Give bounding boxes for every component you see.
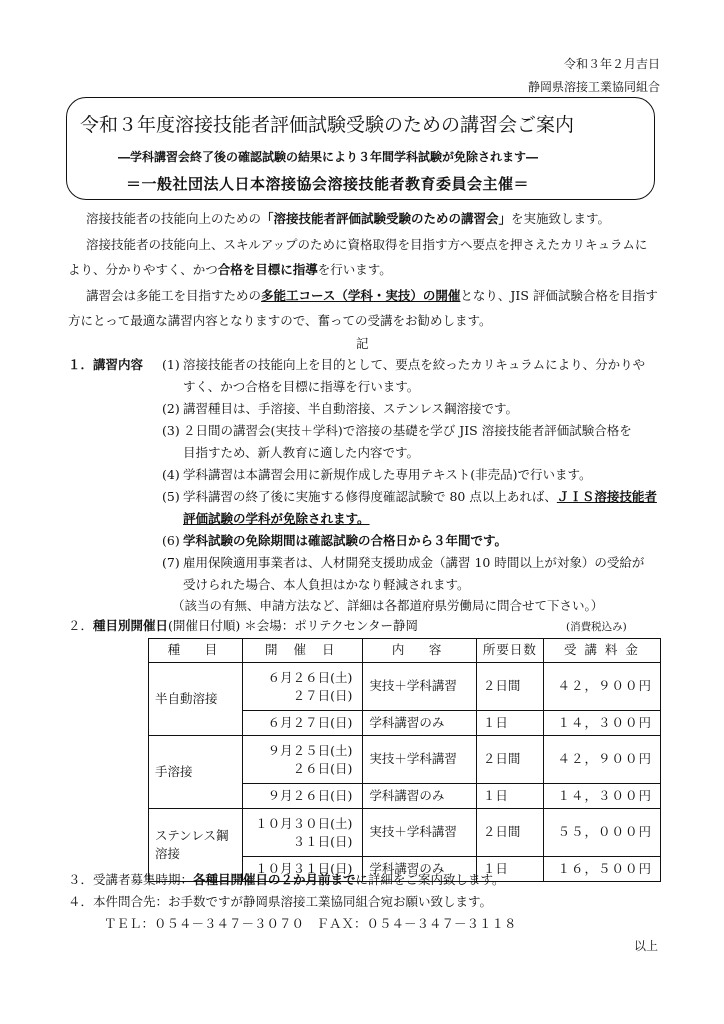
content-cell: 学科講習のみ bbox=[363, 784, 476, 809]
date-start: １０月３０日(土) bbox=[255, 815, 353, 831]
date-cell: １０月３１日(日) bbox=[243, 857, 363, 882]
item-6-num: (6) bbox=[162, 533, 180, 548]
intro-paragraph-2-line1: 溶接技能者の技能向上、スキルアップのために資格取得を目指す方へ要点を押さえたカリキュラムに bbox=[86, 237, 648, 252]
header-content: 内 容 bbox=[363, 639, 476, 663]
category-cell bbox=[149, 809, 243, 882]
item-5-num: (5) bbox=[162, 489, 180, 504]
page-subtitle: ―学科講習会終了後の確認試験の結果により３年間学科試験が免除されます― bbox=[118, 150, 539, 164]
content-cell: 実技＋学科講習 bbox=[363, 809, 476, 857]
fee-cell: ５５，０００円 bbox=[543, 809, 660, 857]
date-cell bbox=[243, 663, 363, 711]
item-1-num: (1) bbox=[162, 357, 180, 372]
section1-note: （該当の有無、申請方法など、詳細は各都道府県労働局に問合せて下さい。） bbox=[172, 598, 604, 613]
table-row bbox=[149, 736, 661, 784]
intro-p1-bold: 「溶接技能者評価試験受験のための講習会」 bbox=[261, 211, 512, 226]
schedule-table bbox=[148, 638, 661, 882]
intro-p2-tail: を行います。 bbox=[317, 262, 392, 277]
days-cell: ２日間 bbox=[476, 736, 543, 784]
table-row bbox=[149, 809, 661, 857]
intro-p3-text: 講習会は多能工を目指すための bbox=[86, 288, 262, 303]
intro-p3-tail: となり、JIS 評価試験合格を目指す bbox=[460, 288, 658, 303]
intro-p1-tail: を実施致します。 bbox=[511, 211, 611, 226]
item-5-line2: 評価試験の学科が免除されます。 bbox=[183, 511, 370, 526]
content-cell: 学科講習のみ bbox=[363, 711, 476, 736]
item-3-num: (3) bbox=[162, 423, 180, 438]
date-start: ６月２６日(土) bbox=[267, 669, 353, 685]
document-date: 令和３年２月吉日 bbox=[563, 57, 660, 71]
intro-paragraph-2-line2 bbox=[68, 264, 392, 277]
section2-label bbox=[68, 620, 418, 633]
days-cell: １日 bbox=[476, 784, 543, 809]
content-cell: 実技＋学科講習 bbox=[363, 736, 476, 784]
table-row bbox=[149, 663, 661, 711]
fee-cell: １６，５００円 bbox=[543, 857, 660, 882]
date-end: ２６日(日) bbox=[292, 760, 353, 776]
fee-cell: ４２，９００円 bbox=[543, 736, 660, 784]
section2-bold: 種目別開催日 bbox=[93, 618, 169, 633]
date-cell: ９月２６日(日) bbox=[243, 784, 363, 809]
item-4-line1: 学科講習は本講習会用に新規作成した専用テキスト(非売品)で行います。 bbox=[183, 467, 592, 482]
item-5-text: 学科講習の終了後に実施する修得度確認試験で 80 点以上あれば、 bbox=[183, 489, 557, 504]
content-cell: 実技＋学科講習 bbox=[363, 663, 476, 711]
item-4-num: (4) bbox=[162, 467, 180, 482]
contact-numbers: ＴＥＬ：０５４－３４７－３０７０ ＦＡＸ：０５４－３４７－３１１８ bbox=[104, 916, 517, 931]
ki-mark: 記 bbox=[356, 336, 369, 351]
fee-cell: ４２，９００円 bbox=[543, 663, 660, 711]
header-fee: 受 講 料 金 bbox=[543, 639, 660, 663]
closing-mark: 以上 bbox=[633, 939, 658, 953]
fee-cell: １４，３００円 bbox=[543, 784, 660, 809]
days-cell: １日 bbox=[476, 857, 543, 882]
header-date: 開 催 日 bbox=[243, 639, 363, 663]
category-cell: 半自動溶接 bbox=[149, 663, 243, 736]
intro-p3-bold: 多能工コース（学科・実技）の開催 bbox=[261, 288, 461, 303]
category-cell: 手溶接 bbox=[149, 736, 243, 809]
category-line2: 溶接 bbox=[155, 846, 181, 861]
table-header-row bbox=[149, 639, 661, 663]
days-cell: ２日間 bbox=[476, 663, 543, 711]
section3-line bbox=[68, 874, 505, 887]
intro-p2-text: より、分かりやすく、かつ bbox=[68, 262, 218, 277]
item-2-num: (2) bbox=[162, 401, 180, 416]
section1-label: １．講習内容 bbox=[68, 357, 144, 372]
date-cell bbox=[243, 736, 363, 784]
intro-paragraph-1 bbox=[86, 213, 610, 226]
item-3-line2: 目指すため、新人教育に適した内容です。 bbox=[183, 445, 420, 460]
item-3-line1: ２日間の講習会(実技＋学科)で溶接の基礎を学び JIS 溶接技能者評価試験合格を bbox=[183, 423, 632, 438]
item-7-num: (7) bbox=[162, 555, 180, 570]
section2-num: ２． bbox=[68, 618, 94, 633]
header-category: 種 目 bbox=[149, 639, 243, 663]
page-title: 令和３年度溶接技能者評価試験受験のための講習会ご案内 bbox=[80, 114, 575, 136]
tax-note: (消費税込み) bbox=[566, 621, 627, 633]
intro-paragraph-3-line2: 方にとって最適な講習内容となりますので、奮っての受講をお勧めします。 bbox=[68, 313, 492, 328]
intro-p1-text: 溶接技能者の技能向上のための bbox=[86, 211, 262, 226]
date-end: ２７日(日) bbox=[292, 687, 353, 703]
intro-paragraph-3-line1 bbox=[86, 290, 658, 303]
section3-bold: 各種目開催日の２か月前まで bbox=[193, 872, 356, 887]
days-cell: ２日間 bbox=[476, 809, 543, 857]
fee-cell: １４，３００円 bbox=[543, 711, 660, 736]
category-line1: ステンレス鋼 bbox=[155, 828, 229, 843]
section2-text: (開催日付順) ＊会場：ポリテクセンター静岡 bbox=[168, 618, 419, 633]
item-1-line2: すく、かつ合格を目標に指導を行います。 bbox=[183, 379, 420, 394]
header-days: 所要日数 bbox=[476, 639, 543, 663]
intro-p2-bold: 合格を目標に指導 bbox=[217, 262, 318, 277]
date-start: ９月２５日(土) bbox=[267, 742, 353, 758]
section4-line: ４．本件問合先：お手数ですが静岡県溶接工業協同組合宛お願い致します。 bbox=[68, 894, 493, 909]
days-cell: １日 bbox=[476, 711, 543, 736]
item-2-line1: 講習種目は、手溶接、半自動溶接、ステンレス鋼溶接です。 bbox=[183, 401, 518, 416]
date-end: ３１日(日) bbox=[292, 833, 353, 849]
sender-organization: 静岡県溶接工業協同組合 bbox=[527, 80, 660, 94]
item-7-line2: 受けられた場合、本人負担はかなり軽減されます。 bbox=[183, 577, 470, 592]
date-cell: ６月２７日(日) bbox=[243, 711, 363, 736]
item-5-bold: ＪＩＳ溶接技能者 bbox=[556, 489, 657, 504]
item-7-line1: 雇用保険適用事業者は、人材開発支援助成金（講習 10 時間以上が対象）の受給が bbox=[183, 555, 645, 570]
date-cell bbox=[243, 809, 363, 857]
content-cell: 学科講習のみ bbox=[363, 857, 476, 882]
item-1-line1: 溶接技能者の技能向上を目的として、要点を絞ったカリキュラムにより、分かりや bbox=[183, 357, 646, 372]
item-5-line1 bbox=[183, 491, 657, 504]
section3-tail: に詳細をご案内致します。 bbox=[355, 872, 505, 887]
item-6-line1: 学科試験の免除期間は確認試験の合格日から３年間です。 bbox=[183, 533, 508, 548]
organizer-line: ＝一般社団法人日本溶接協会溶接技能者教育委員会主催＝ bbox=[126, 175, 530, 193]
section3-text: ３．受講者募集時期： bbox=[68, 872, 194, 887]
